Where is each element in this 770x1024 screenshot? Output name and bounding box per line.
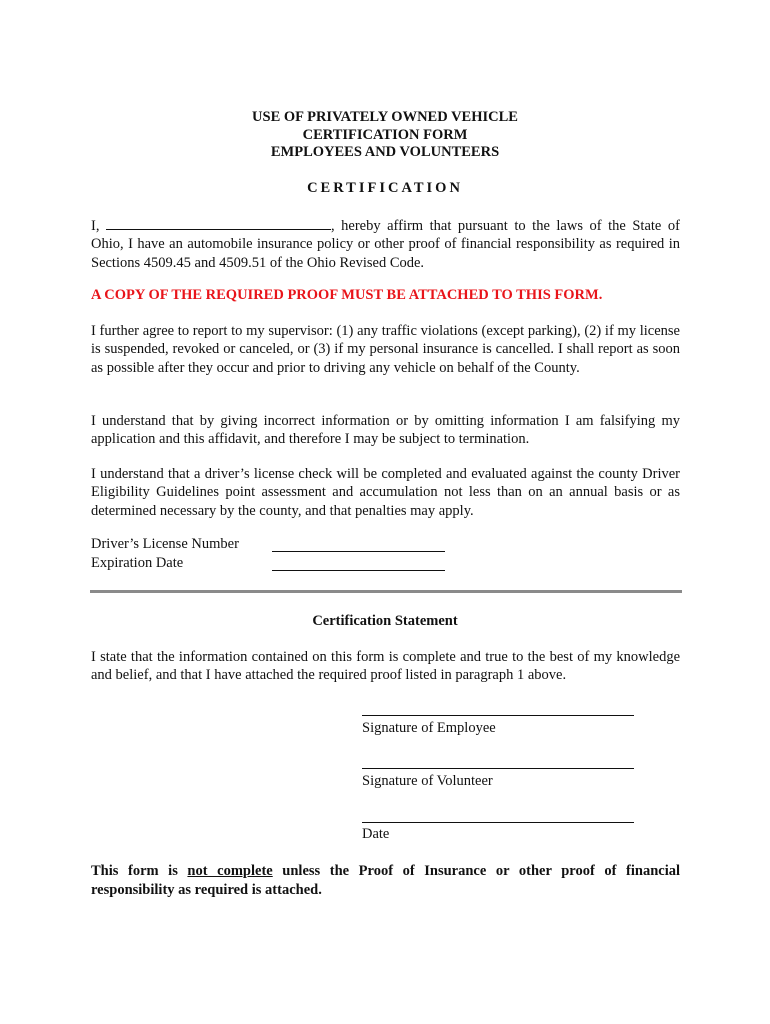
date-label: Date xyxy=(362,826,390,842)
title-line-2: CERTIFICATION FORM xyxy=(302,126,468,143)
date-field[interactable] xyxy=(362,822,634,823)
volunteer-signature-field[interactable] xyxy=(362,768,634,769)
title-line-1: USE OF PRIVATELY OWNED VEHICLE xyxy=(252,109,518,125)
required-proof-notice: A COPY OF THE REQUIRED PROOF MUST BE ATTACHED TO THIS FORM. xyxy=(91,287,603,303)
falsify-paragraph: I understand that by giving incorrect information or by omitting information I am falsifying my application and this affidavit, and therefore I may be subject to termination. xyxy=(91,413,680,448)
name-blank-field[interactable] xyxy=(106,215,331,230)
certification-statement-heading: Certification Statement xyxy=(312,613,458,629)
certification-statement-text: I state that the information contained on this form is complete and true to the best of my knowledge and belief, and that I have attached the required proof listed in paragraph 1 above. xyxy=(91,649,680,684)
affirmation-prefix: I, xyxy=(91,218,106,234)
title-line-3: EMPLOYEES AND VOLUNTEERS xyxy=(270,144,500,160)
volunteer-signature-label: Signature of Volunteer xyxy=(362,773,493,789)
final-notice-part-2: unless the Proof of Insurance or other proof of financial responsibility as required is attached. xyxy=(91,863,681,898)
affirmation-text: , hereby affirm that pursuant to the laws of the State of Ohio, I have an automobile insurance policy or other proof of financial responsibility as required in Sections 4509.45 and 4509.51 of the Ohio Revised Code. xyxy=(91,218,680,271)
expiration-date-field[interactable] xyxy=(272,570,445,571)
license-number-field[interactable] xyxy=(272,551,445,552)
final-notice-emphasis: not complete xyxy=(187,863,273,879)
employee-signature-field[interactable] xyxy=(362,715,634,716)
expiration-date-label: Expiration Date xyxy=(91,555,184,571)
final-notice xyxy=(91,862,680,899)
certification-heading: CERTIFICATION xyxy=(307,180,463,196)
license-number-label: Driver’s License Number xyxy=(91,536,239,552)
section-divider xyxy=(90,590,682,593)
license-check-paragraph: I understand that a driver’s license check will be completed and evaluated against the county Driver Eligibility Guidelines point assessment and accumulation not less than on an annual basis or as determined necessary by the county, and that penalties may apply. xyxy=(91,466,680,519)
form-title xyxy=(0,109,770,162)
report-paragraph: I further agree to report to my supervisor: (1) any traffic violations (except parking), (2) if my license is suspended, revoked or canceled, or (3) if my personal insurance is cancelled. I shall report as soon as possible after they occur and prior to driving any vehicle on behalf of the County. xyxy=(91,323,680,376)
employee-signature-label: Signature of Employee xyxy=(362,720,496,736)
affirmation-paragraph xyxy=(91,215,680,272)
final-notice-part-1: This form is xyxy=(91,863,188,879)
